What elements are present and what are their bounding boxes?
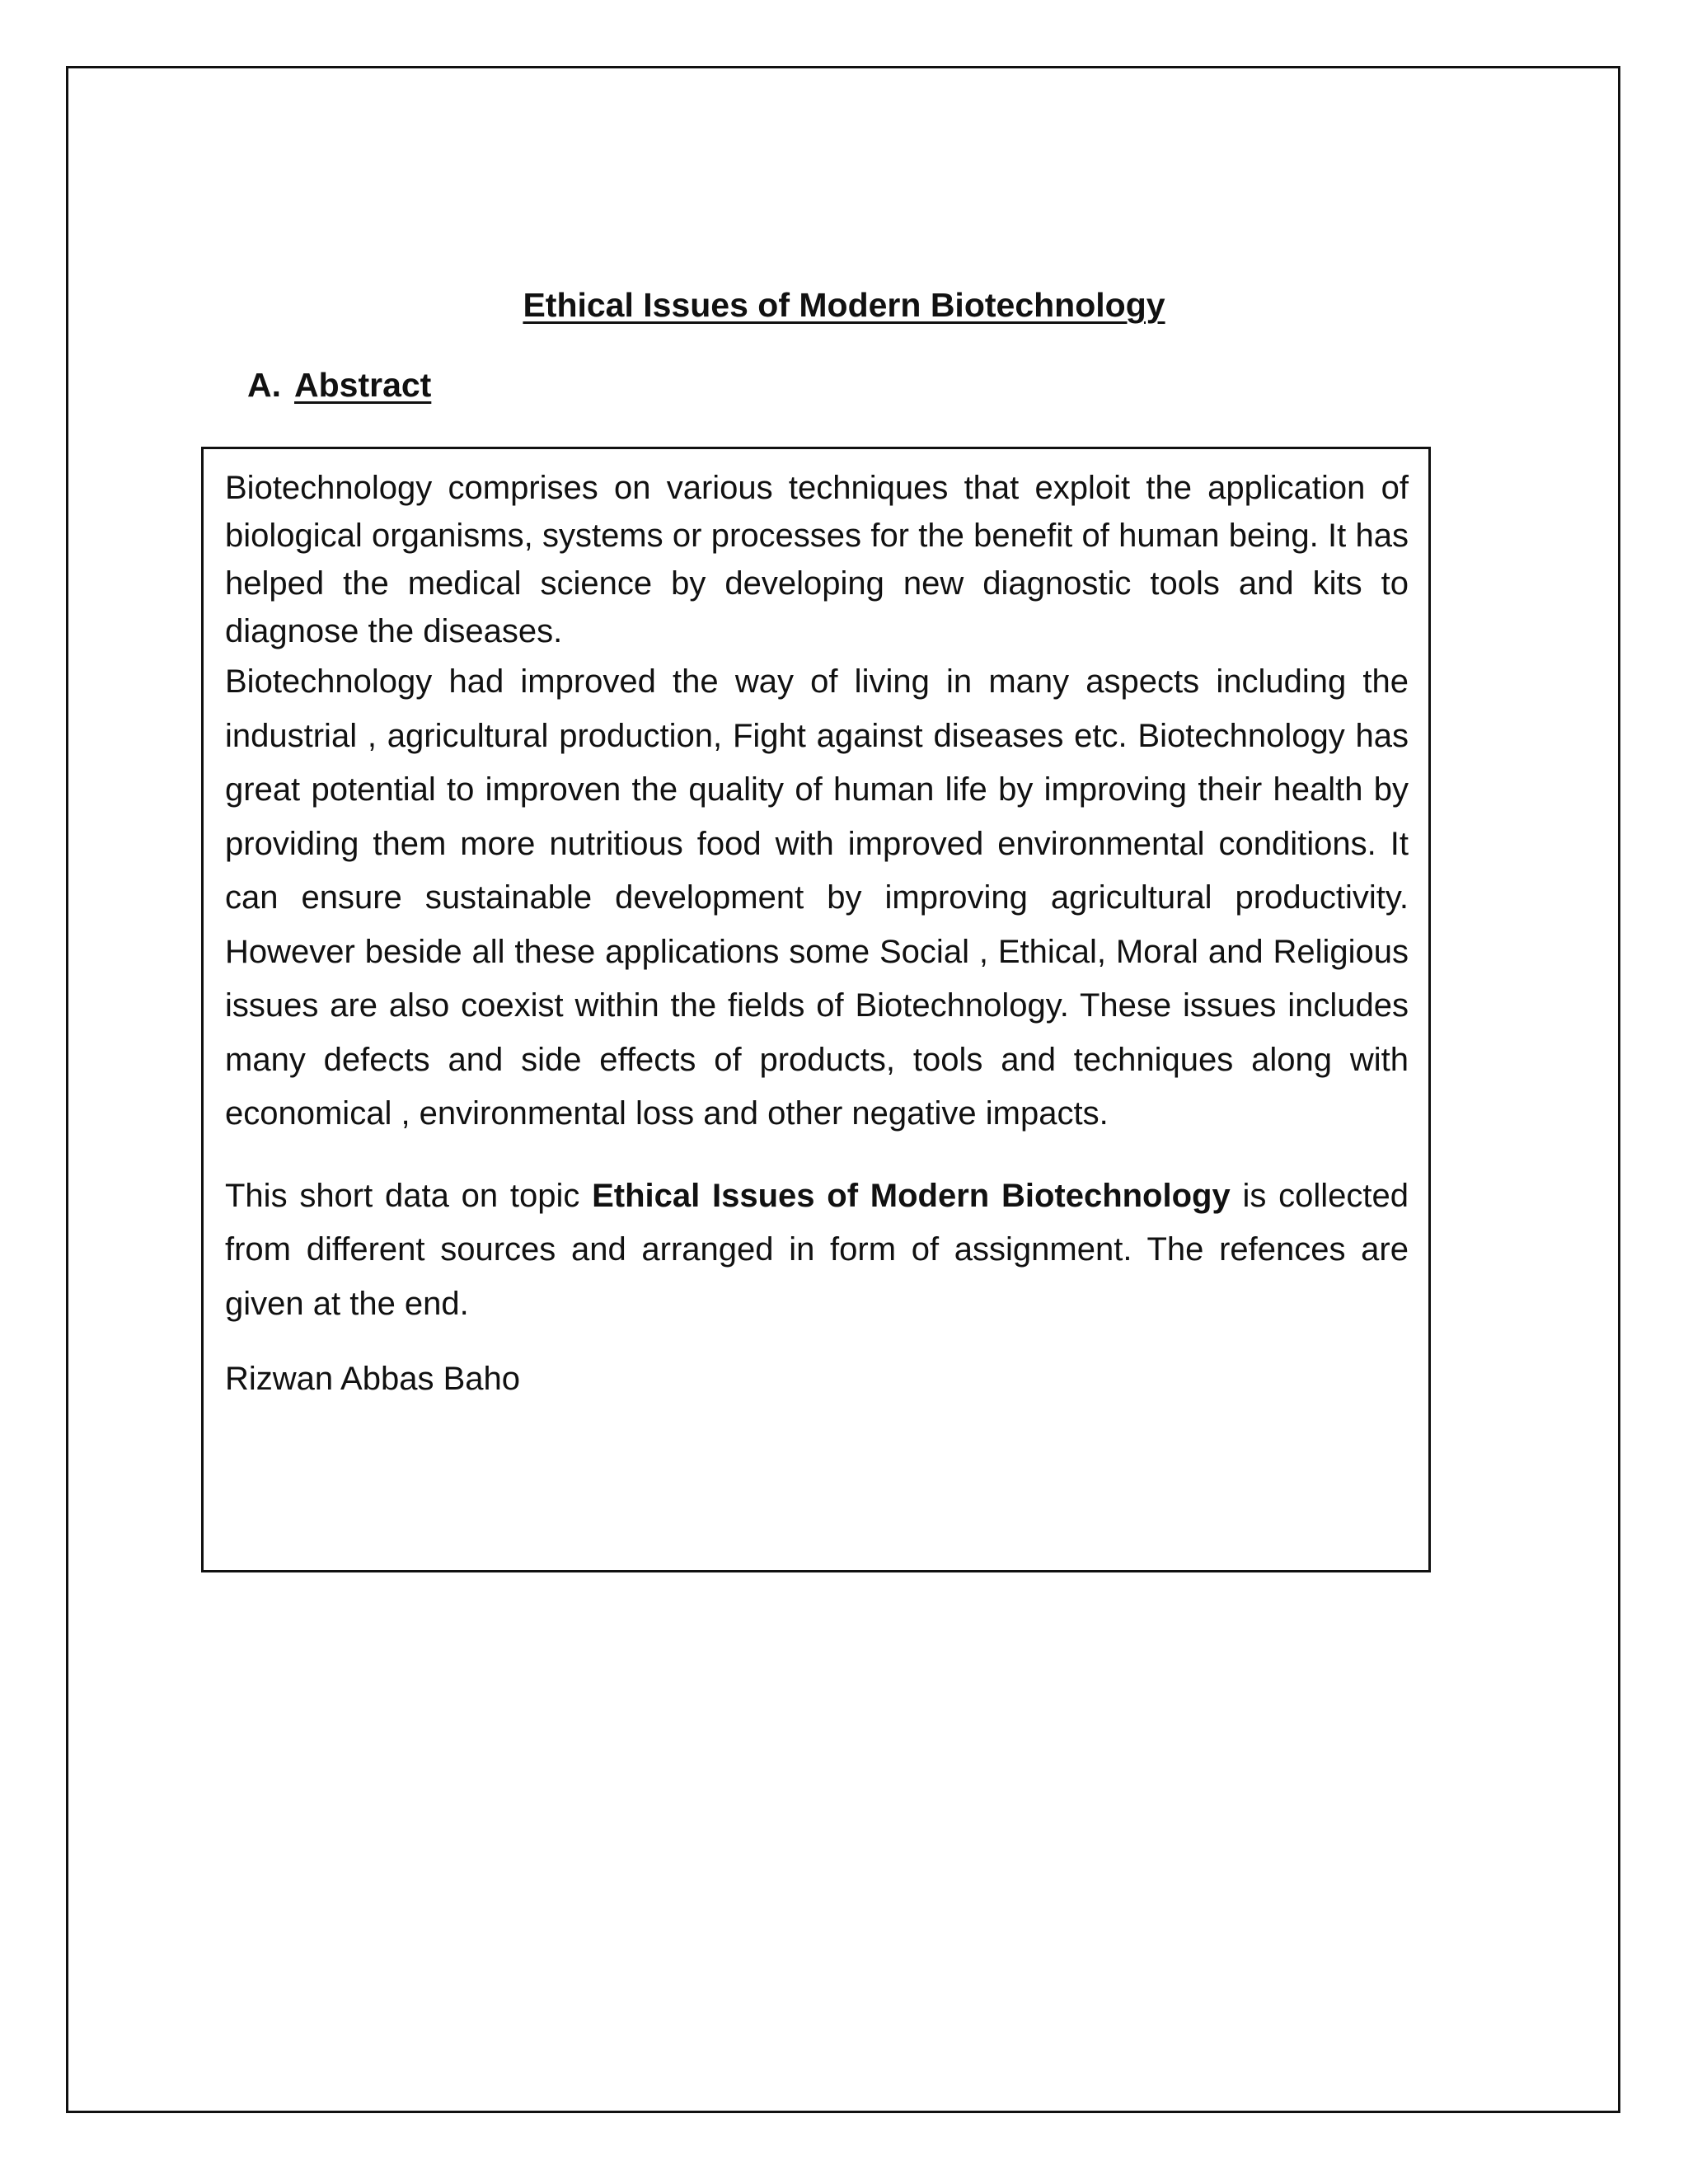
section-heading	[247, 364, 431, 405]
paragraph-3-topic: Ethical Issues of Modern Biotechnology	[592, 1177, 1231, 1214]
abstract-paragraph-3	[225, 1169, 1409, 1332]
paragraph-3-rest: is collected from different sources and arranged in form of assignment. The refences are given at the end.	[225, 1177, 1409, 1322]
document-title: Ethical Issues of Modern Biotechnology	[523, 286, 1165, 324]
abstract-box	[201, 447, 1431, 1572]
section-heading-text: Abstract	[294, 366, 432, 404]
author-name: Rizwan Abbas Baho	[225, 1361, 521, 1397]
abstract-paragraph-1: Biotechnology comprises on various techniques that exploit the application of biological organisms, systems or processes for the benefit of human being. It has helped the medical science by developing new diagnostic tools and kits to diagnose the diseases.	[225, 470, 1409, 649]
section-number: A.	[247, 366, 281, 404]
paragraph-3-intro: This short data on topic	[225, 1177, 593, 1214]
abstract-paragraph-2: Biotechnology had improved the way of living in many aspects including the industrial , agricultural production, Fight against diseases etc. Biotechnology has great potential to improven the quality of human life by improving their health by providing them more nutritious food with improved environmental conditions. It can ensure sustainable development by improving agricultural productivity. However beside all these applications some Social , Ethical, Moral and Religious issues are also coexist within the fields of Biotechnology. These issues includes many defects and side effects of products, tools and techniques along with economical , environmental loss and other negative impacts.	[225, 663, 1409, 1132]
